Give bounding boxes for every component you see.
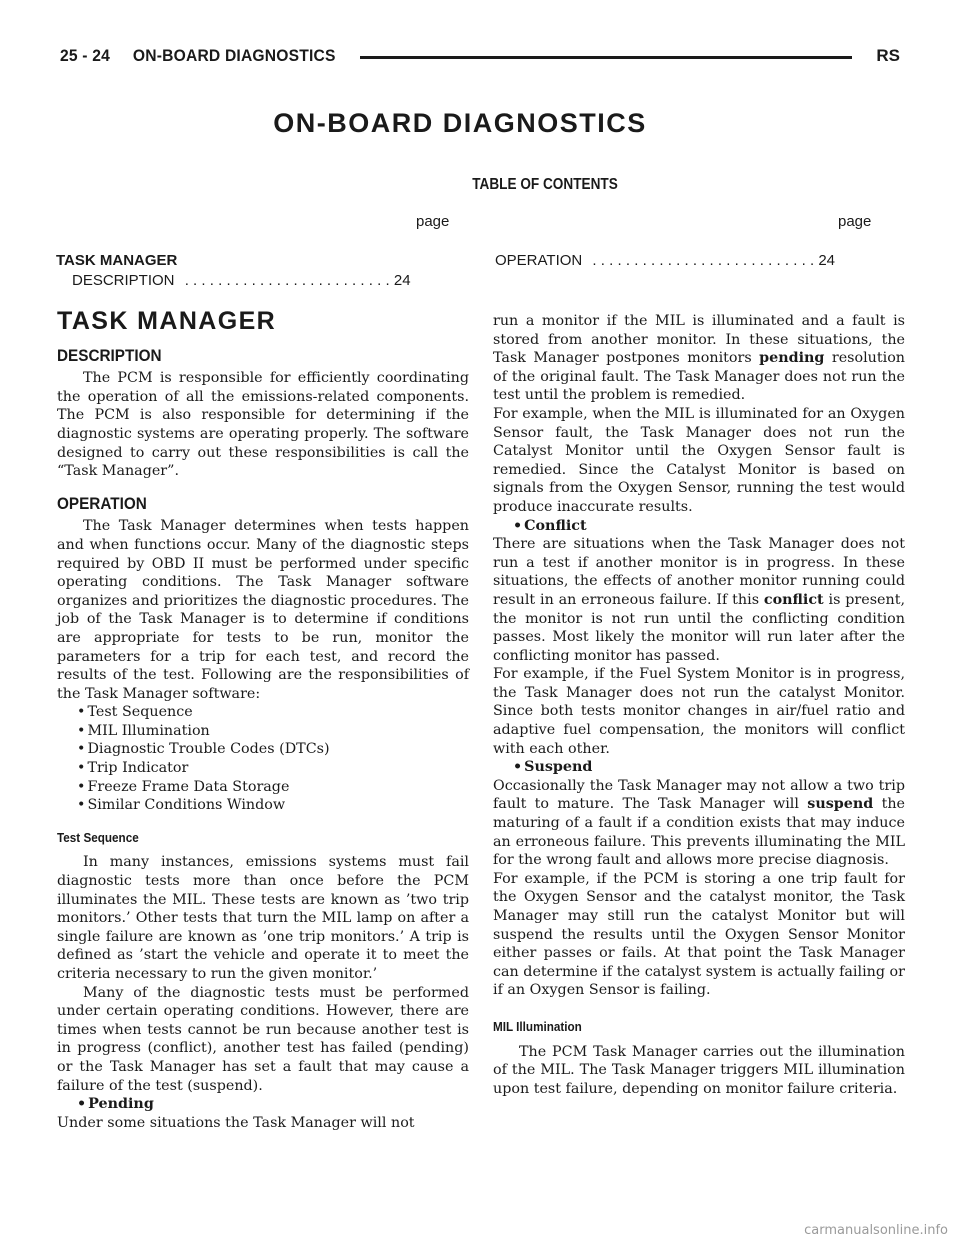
toc-entry-page: 24 [393, 272, 411, 289]
operation-text: The Task Manager determines when tests happen and when functions occur. Many of the diagnostic steps required by OBD II must be performed under specific operating conditions. The Task Manager software organizes and prioritizes the diagnostic procedures. The job of the Task Manager is to determine if conditions are appropriate for tests to be run, monitor the parameters for a trip for each test, and record the results of the test. Following are the responsibilities of the Task Manager software: [57, 518, 469, 702]
pending-label: • Pending [57, 1095, 469, 1114]
mil-illumination-text: The PCM Task Manager carries out the illumination of the MIL. The Task Manager triggers MIL illumination upon test failure, depending on monitor failure criteria. [493, 1043, 905, 1097]
operation-heading: OPERATION [57, 493, 147, 513]
pending-paragraph: run a monitor if the MIL is illuminated and a fault is stored from another monitor. In these situations, the Task Manager postpones monitors pending resolution of the original fault. The Task Manager does not run the test until the problem is remedied. [493, 313, 906, 404]
description-text: The PCM is responsible for efficiently coordinating the operation of all the emissions-related components. The PCM is also responsible for determining if the diagnostic systems are operating properly. The software designed to carry out these responsibilities is call the “Task Manager”. [57, 370, 469, 480]
page-header [60, 44, 900, 74]
section-title: TASK MANAGER [57, 307, 277, 335]
bullet-item: • Trip Indicator [57, 759, 469, 778]
test-sequence-p1: In many instances, emissions systems must fail diagnostic tests more than once before the PCM illuminates the MIL. These tests are known as ’two trip monitors.’ Other tests that turn the MIL lamp on after a single failure are known as ’one trip monitors.’ A trip is defined as ’start the vehicle and operate it to meet the criteria necessary to run the given monitor.’ [57, 854, 469, 982]
pending-example: For example, when the MIL is illuminated for an Oxygen Sensor fault, the Task Manager does not run the Catalyst Monitor until the Oxygen Sensor fault is remedied. Since the Catalyst Monitor is based on signals from the Oxygen Sensor, running the test would produce inaccurate results. [493, 405, 905, 515]
toc-entry-label: OPERATION [495, 252, 583, 269]
conflict-example: For example, if the Fuel System Monitor is in progress, the Task Manager does not run the catalyst Monitor. Since both tests monitor changes in air/fuel ratio and adaptive fuel compensation, the monitors will conflict with each other. [493, 666, 905, 757]
test-sequence-p2: Many of the diagnostic tests must be performed under certain operating conditions. However, there are times when tests cannot be run because another test is in progress (conflict), another test has failed (pending) or the Task Manager has set a fault that may cause a failure of the test (suspend). [57, 984, 469, 1094]
bullet-item: • Similar Conditions Window [57, 796, 469, 815]
page-number: 25 - 24 [60, 46, 110, 65]
toc-leader-dots: ......................... [184, 272, 394, 289]
toc-entry-operation[interactable] [495, 252, 835, 269]
suspend-bold: suspend [807, 796, 874, 813]
header-section-title: ON-BOARD DIAGNOSTICS [132, 46, 336, 65]
suspend-label: • Suspend [493, 758, 905, 777]
toc-heading: TABLE OF CONTENTS [472, 176, 618, 193]
watermark: carmanualsonline.info [804, 1223, 948, 1238]
mil-illumination-heading: MIL Illumination [493, 1018, 582, 1034]
pending-intro: Under some situations the Task Manager will not [57, 1114, 415, 1131]
suspend-text-a: Occasionally the Task Manager may not allow a two trip fault to mature. The Task Manager will [493, 777, 905, 813]
left-column [57, 307, 469, 1132]
suspend-paragraph [493, 777, 905, 870]
description-heading: DESCRIPTION [57, 345, 162, 365]
bullet-item: • Diagnostic Trouble Codes (DTCs) [57, 740, 469, 759]
bullet-item: • Test Sequence [57, 703, 469, 722]
header-rule [360, 56, 852, 59]
toc-entry-description[interactable] [72, 272, 411, 289]
toc-section-task-manager[interactable]: TASK MANAGER [56, 252, 178, 269]
header-model: RS [876, 46, 900, 65]
toc-entry-page: 24 [818, 252, 836, 269]
pending-bold: pending [759, 350, 825, 367]
conflict-text-b: is present, the monitor is not run until the conflicting condition passes. Most likely the monitor will run later after the conflicting monitor has passed. [493, 591, 906, 664]
toc-leader-dots: ........................... [592, 252, 819, 269]
suspend-example: For example, if the PCM is storing a one trip fault for the Oxygen Sensor and the catalyst monitor, the Task Manager may still run the catalyst Monitor but will suspend the results until the Oxygen Sensor Monitor either passes or fails. At that point the Task Manager can determine if the catalyst system is actually failing or if an Oxygen Sensor is failing. [493, 870, 905, 999]
toc-entry-label: DESCRIPTION [72, 272, 175, 289]
suspend-text-b: the maturing of a fault if a condition exists that may induce an erroneous failure. This prevents illuminating the MIL for the wrong fault and allows more precise diagnosis. [493, 796, 905, 869]
right-column [493, 312, 905, 1098]
conflict-text-a: There are situations when the Task Manager does not run a test if another monitor is in progress. In these situations, the effects of another monitor running could result in an erroneous failure. If this [493, 536, 905, 608]
toc-page-label-left: page [416, 213, 450, 230]
page-title: ON-BOARD DIAGNOSTICS [273, 108, 647, 138]
conflict-label: • Conflict [493, 517, 905, 536]
test-sequence-heading: Test Sequence [57, 829, 139, 845]
toc-page-label-right: page [838, 213, 872, 230]
bullet-item: • MIL Illumination [57, 722, 469, 741]
conflict-bold: conflict [763, 591, 824, 608]
bullet-item: • Freeze Frame Data Storage [57, 778, 469, 797]
header-left [60, 46, 354, 66]
conflict-paragraph [493, 535, 905, 665]
